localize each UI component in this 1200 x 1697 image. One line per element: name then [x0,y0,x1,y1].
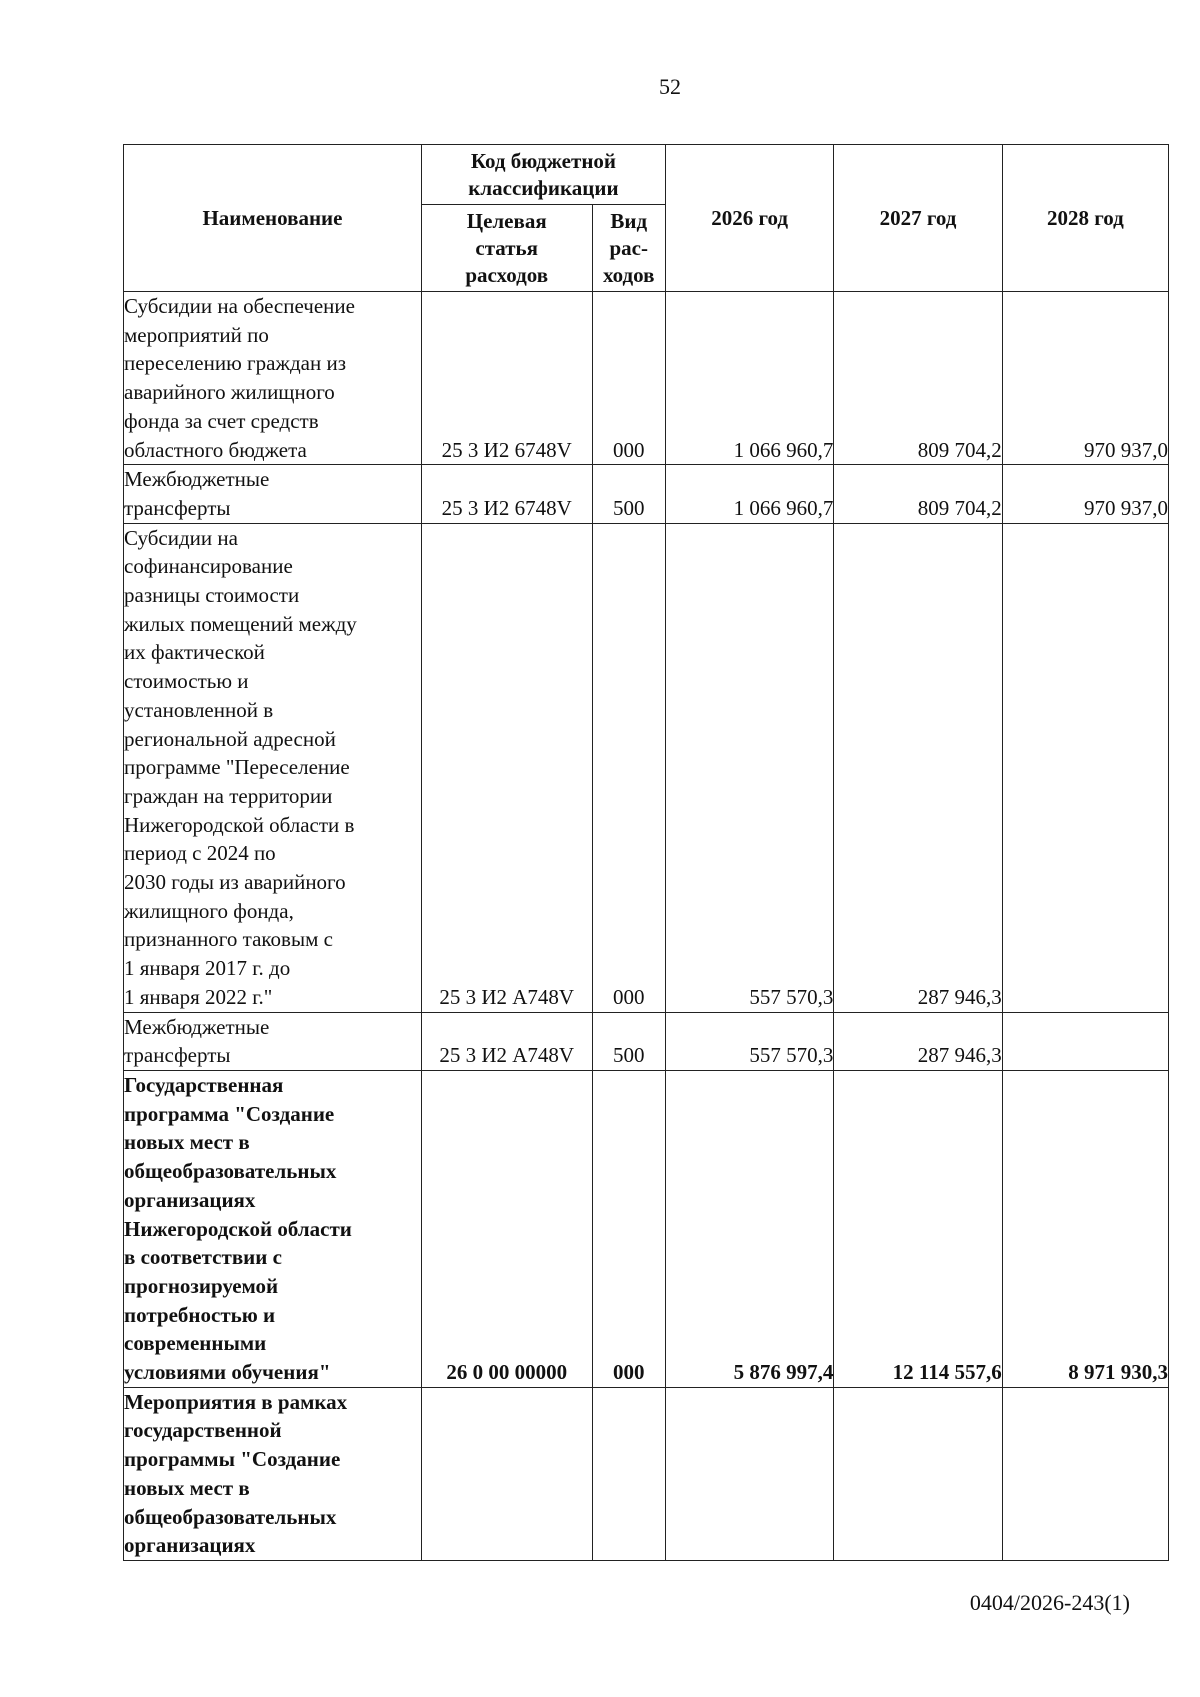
row-amount-2028 [1002,1012,1168,1070]
header-code-group: Код бюджетной классификации [421,145,665,205]
table-row [124,1070,1169,1387]
header-2026: 2026 год [665,145,833,292]
row-name: Государственная программа "Создание новых мест в общеобразовательных организациях Нижегородской области в соответствии с прогнозируемой потребностью и современными условиями обучения" [124,1070,422,1387]
row-expense-kind: 500 [592,465,665,523]
row-amount-2026: 1 066 960,7 [665,292,833,465]
row-target-article: 26 0 00 00000 [421,1070,592,1387]
row-name: Мероприятия в рамках государственной программы "Создание новых мест в общеобразовательных организациях [124,1387,422,1560]
row-expense-kind [592,1387,665,1560]
row-amount-2027: 12 114 557,6 [834,1070,1002,1387]
header-2028: 2028 год [1002,145,1168,292]
row-target-article: 25 3 И2 А748V [421,523,592,1012]
row-amount-2028 [1002,523,1168,1012]
row-amount-2028 [1002,1387,1168,1560]
row-amount-2028: 970 937,0 [1002,465,1168,523]
row-amount-2028: 970 937,0 [1002,292,1168,465]
row-expense-kind: 000 [592,523,665,1012]
row-expense-kind: 500 [592,1012,665,1070]
row-name: Межбюджетные трансферты [124,465,422,523]
row-expense-kind: 000 [592,292,665,465]
row-amount-2026 [665,1387,833,1560]
document-code: 0404/2026-243(1) [969,1590,1130,1615]
table-row [124,1012,1169,1070]
row-amount-2028: 8 971 930,3 [1002,1070,1168,1387]
row-target-article: 25 3 И2 6748V [421,292,592,465]
row-expense-kind: 000 [592,1070,665,1387]
table-row [124,465,1169,523]
table-row [124,292,1169,465]
row-amount-2026: 557 570,3 [665,523,833,1012]
row-name: Межбюджетные трансферты [124,1012,422,1070]
row-amount-2027: 809 704,2 [834,292,1002,465]
row-name: Субсидии на софинансирование разницы стоимости жилых помещений между их фактической стоимостью и установленной в региональной адресной программе "Переселение граждан на территории Нижегородской области в период с 2024 по 2030 годы из аварийного жилищного фонда, признанного таковым с 1 января 2017 г. до 1 января 2022 г." [124,523,422,1012]
row-target-article: 25 3 И2 6748V [421,465,592,523]
row-amount-2027 [834,1387,1002,1560]
row-amount-2027: 287 946,3 [834,523,1002,1012]
row-target-article [421,1387,592,1560]
table-row [124,523,1169,1012]
page-number: 52 [659,74,681,99]
budget-table [123,144,1169,1561]
row-name: Субсидии на обеспечение мероприятий по переселению граждан из аварийного жилищного фонда за счет средств областного бюджета [124,292,422,465]
row-amount-2027: 287 946,3 [834,1012,1002,1070]
row-amount-2026: 1 066 960,7 [665,465,833,523]
row-amount-2027: 809 704,2 [834,465,1002,523]
row-amount-2026: 5 876 997,4 [665,1070,833,1387]
header-target-article: Целевая статья расходов [421,205,592,292]
row-amount-2026: 557 570,3 [665,1012,833,1070]
table-row [124,1387,1169,1560]
header-2027: 2027 год [834,145,1002,292]
row-target-article: 25 3 И2 А748V [421,1012,592,1070]
header-expense-kind: Вид рас- ходов [592,205,665,292]
header-name: Наименование [124,145,422,292]
